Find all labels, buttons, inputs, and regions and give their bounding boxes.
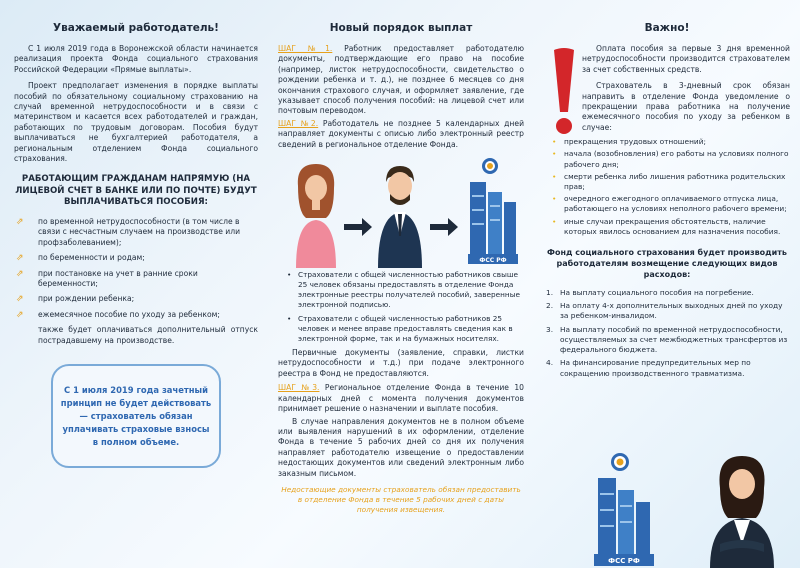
list-item: 2. На оплату 4-х дополнительных выходных дней по уходу за ребенком-инвалидом.: [546, 301, 783, 321]
arrow-icon: ⇗: [16, 309, 24, 320]
list-item: 4. На финансирование предупредительных мер по сокращению производственного травматизма.: [546, 358, 751, 378]
employer-title: Уважаемый работодатель!: [53, 22, 219, 34]
offset-principle-box: С 1 июля 2019 года зачетный принцип не будет действовать — страхователь обязан уплачивать страховые взносы в полном объеме.: [51, 364, 221, 468]
first-days-paragraph: Оплата пособия за первые 3 дня временной нетрудоспособности производится страхователем за счет собственных средств.: [582, 44, 790, 74]
fss-sign: ФСС РФ: [479, 257, 507, 265]
flow-svg: [278, 156, 524, 268]
list-item: 3. На выплату пособий по временной нетрудоспособности, осуществляемых за счет межбюджетных трансфертов из федерального бюджета.: [546, 324, 788, 355]
arrow-icon: ⇗: [16, 216, 24, 227]
termination-cases-list: [544, 137, 790, 237]
step3-label: ШАГ №3.: [278, 383, 320, 393]
man-figure-icon: [378, 166, 422, 268]
benefits-list: [14, 217, 258, 320]
list-item: ⇗ при рождении ребенка;: [16, 294, 135, 305]
flow-arrow-icon: [430, 218, 458, 236]
primary-docs-text: Первичные документы (заявление, справки, листки нетрудоспособности и т.д.) при подаче электронного реестра в Фонд не предоставляются.: [278, 348, 524, 378]
missing-docs-note: Недостающие документы страхователь обязан предоставить в отделение Фонда в течение 5 рабочих дней с даты получения извещения.: [281, 484, 521, 514]
notification-paragraph: Страхователь в 3-дневный срок обязан направить в отделение Фонда уведомление о прекращении права работника на получение ежемесячного пособия по уходу за ребенком в случае:: [582, 81, 790, 132]
arrow-icon: ⇗: [16, 253, 24, 264]
bottom-illustration: [550, 448, 790, 568]
additional-leave-text: также будет оплачиваться дополнительный отпуск пострадавшему на производстве.: [38, 325, 258, 345]
list-item: ⇗ при постановке на учет в ранние сроки беременности;: [16, 268, 198, 288]
list-item: ⇗ ежемесячное пособие по уходу за ребенком;: [16, 309, 220, 320]
step1-text: Работник предоставляет работодателю документы, подтверждающие его право на пособие (например, листок нетрудоспособности, свидетельство о рождении ребенка и т. д.), не позднее 6 месяцев со дня окончания страхового случая, и оформляет заявление, где указывает способ получения пособий: на лицевой счет или почтовым переводом.: [278, 44, 524, 116]
step3-text: Региональное отделение Фонда в течение 10 календарных дней с момента получения документов принимает решение о назначении и выплате пособия.: [278, 383, 524, 414]
woman-manager-icon: [710, 456, 774, 568]
step2-text: Работодатель не позднее 5 календарных дней направляет документы с описью либо электронный реестр сведений в региональное отделение Фонда.: [278, 118, 524, 149]
procedure-title: Новый порядок выплат: [329, 22, 473, 34]
column-important: [536, 0, 800, 568]
benefits-heading: РАБОТАЮЩИМ ГРАЖДАНАМ НАПРЯМУЮ (НА ЛИЦЕВОЙ СЧЕТ В БАНКЕ ИЛИ ПО ПОЧТЕ) БУДУТ ВЫПЛАЧИВАТЬСЯ ПОСОБИЯ:: [15, 174, 257, 208]
exclamation-icon: [550, 46, 578, 138]
list-item: 1. На выплату социального пособия на погребение.: [546, 288, 754, 298]
list-item: • иные случаи прекращения обстоятельств, наличие которых явилось основанием для назначения пособия.: [544, 217, 790, 237]
list-item: ⇗ по беременности и родам;: [16, 253, 145, 264]
step1-label: ШАГ №1.: [278, 44, 333, 53]
reimbursement-heading: Фонд социального страхования будет производить работодателям возмещение следующих видов расходов:: [547, 248, 787, 280]
important-title: Важно!: [644, 22, 690, 34]
column-new-procedure: [270, 0, 532, 568]
list-item: • Страхователи с общей численностью работников свыше 25 человек обязаны предоставлять в отделение Фонда электронные реестры получателей пособий, заверенные электронной подписью.: [284, 270, 524, 310]
column-employer: [0, 0, 268, 568]
intro-paragraph: С 1 июля 2019 года в Воронежской области начинается реализация проекта Фонда социального страхования Российской Федерации «Прямые выплаты».: [14, 44, 258, 74]
arrow-icon: ⇗: [16, 294, 24, 305]
violations-text: В случае направления документов не в полном объеме или выявления нарушений в их оформлении, отделение Фонда в течение 5 рабочих дней со дня их получения направляет работодателю извещение о предоставлении недостающих документов или сведений электронным либо заказным письмом.: [278, 416, 524, 478]
arrow-icon: ⇗: [16, 268, 24, 279]
woman-figure-icon: [296, 164, 336, 268]
fss-building-icon: [468, 158, 518, 264]
list-item: • Страхователи с общей численностью работников 25 человек и менее вправе предоставлять сведения как в электронной форме, так и на бумажных носителях.: [284, 314, 524, 344]
list-item: ⇗ по временной нетрудоспособности (в том числе в связи с несчастным случаем на производстве или профзаболеванием);: [16, 216, 241, 247]
project-paragraph: Проект предполагает изменения в порядке выплаты пособий по обязательному социальному страхованию на случай временной нетрудоспособности и в связи с материнством и касается всех работодателей и граждан, работающих по трудовым договорам. Пособия будут выплачиваться не бухгалтерией работодателя, а региональным отделением Фонда социального страхования.: [14, 81, 258, 164]
fss-sign: ФСС РФ: [608, 557, 640, 565]
flow-arrow-icon: [344, 218, 372, 236]
expenses-list: [544, 288, 790, 379]
list-item: • очередного ежегодного оплачиваемого отпуска лица, работающего на условиях неполного рабочего времени;: [544, 194, 790, 214]
employer-size-list: [278, 270, 524, 344]
list-item: • смерти ребенка либо лишения работника родительских прав;: [544, 172, 790, 192]
step2-label: ШАГ №2.: [278, 118, 319, 128]
flow-illustration: [278, 156, 524, 268]
list-item: • прекращения трудовых отношений;: [544, 137, 790, 147]
list-item: • начала (возобновления) его работы на условиях полного рабочего дня;: [544, 149, 790, 169]
fss-building-icon: [594, 453, 654, 566]
